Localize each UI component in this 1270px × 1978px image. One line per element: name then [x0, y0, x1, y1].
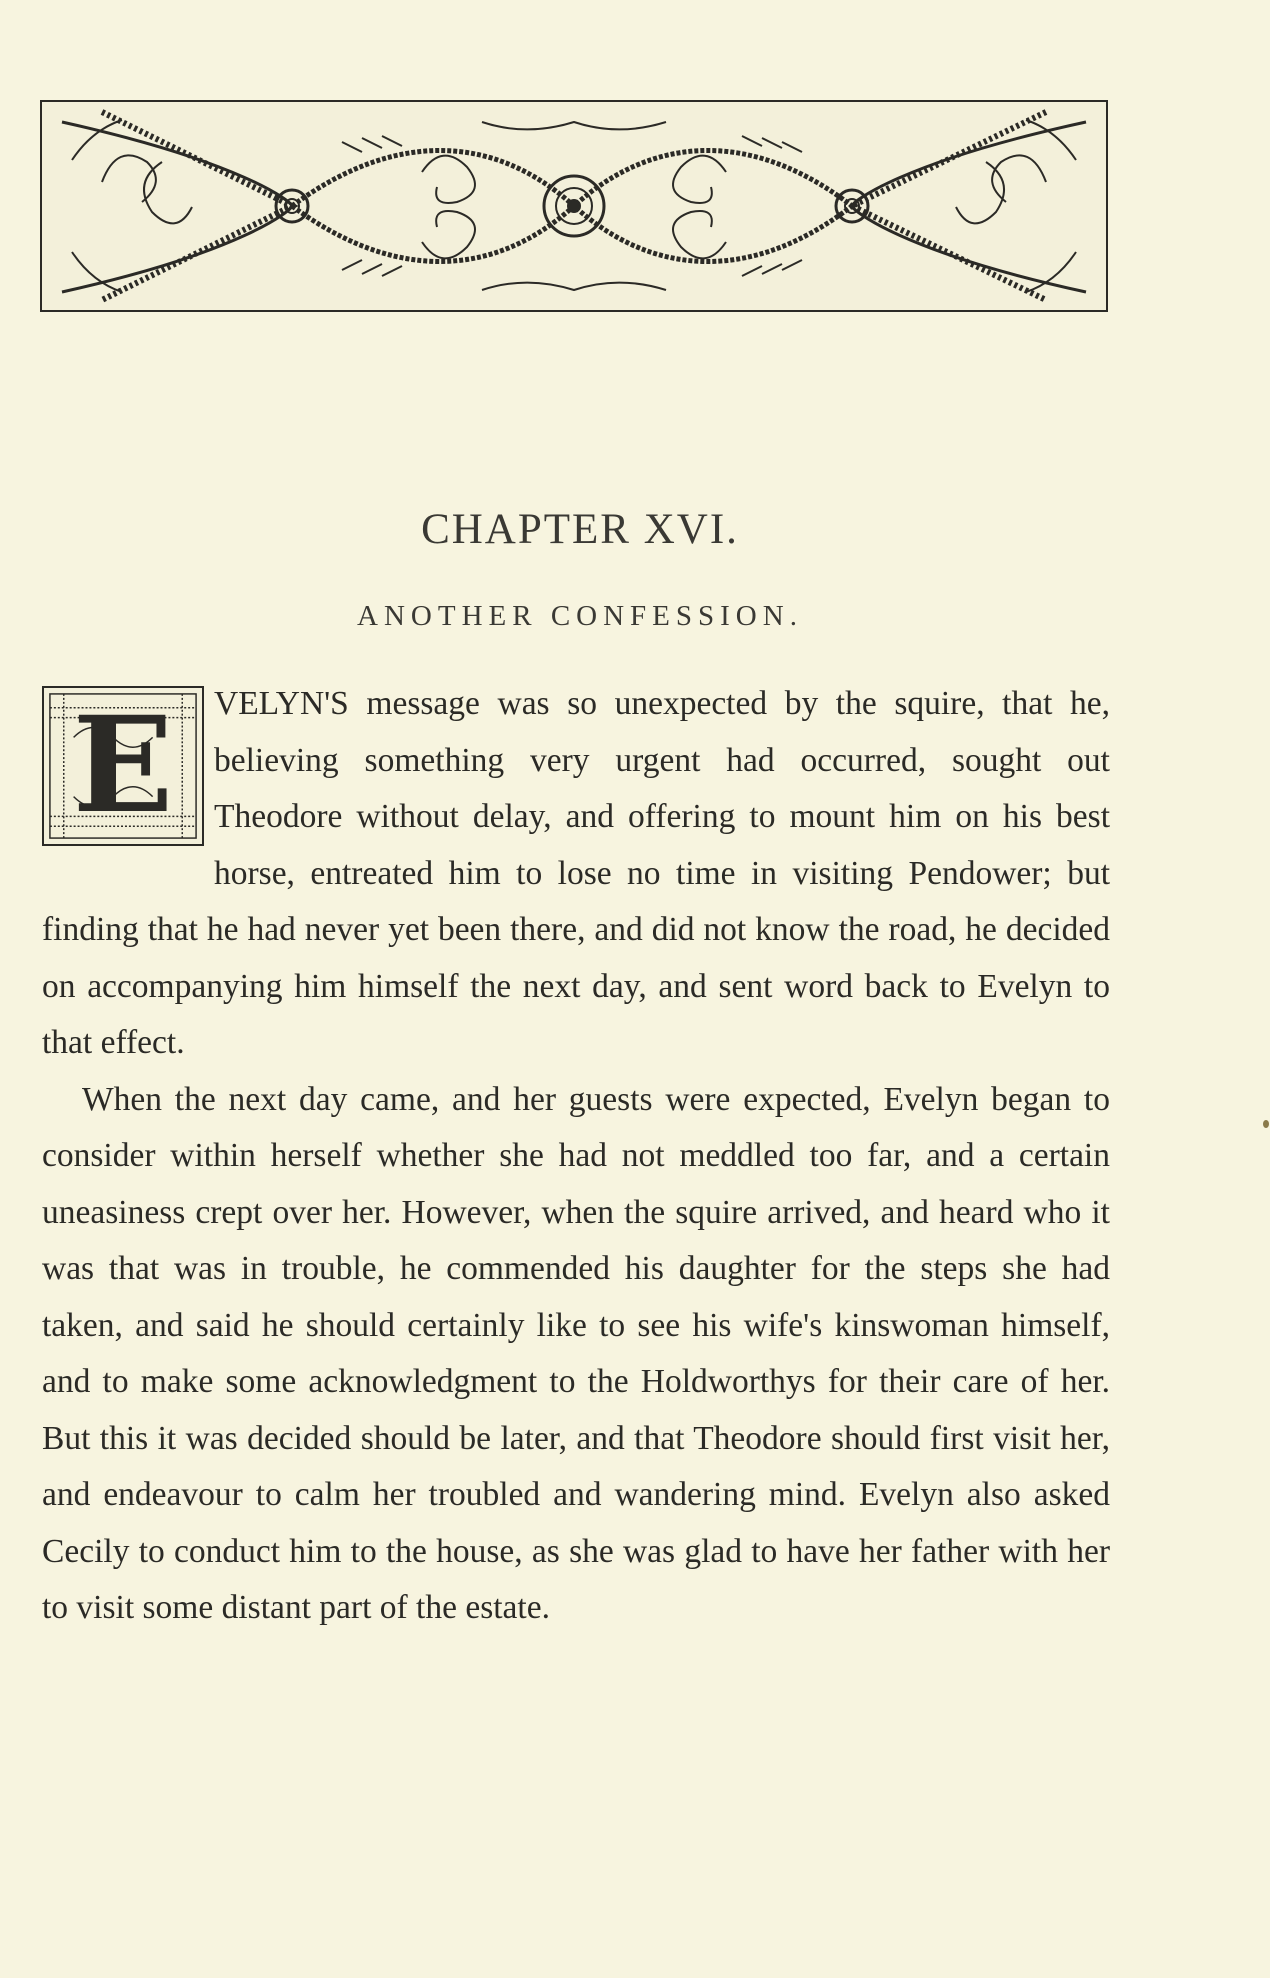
ink-speck — [1263, 1120, 1269, 1128]
chapter-subtitle: ANOTHER CONFESSION. — [357, 600, 803, 632]
initial-letter: E — [72, 688, 174, 843]
paragraph-1-text: VELYN'S message was so unexpected by the squire, that he, believing something very urgent had occurred, sought out Theodore without delay, and offering to mount him on his best horse, entreated him to lose no time in visiting Pendower; but finding that he had never yet been there, and did not know the road, he decided on accompanying him himself the next day, and sent word back to Evelyn to that effect. — [42, 685, 1110, 1061]
paragraph-1 — [42, 676, 1110, 1072]
headpiece-engraving — [42, 102, 1106, 310]
ornamental-headpiece — [40, 100, 1108, 312]
paragraph-2: When the next day came, and her guests were expected, Evelyn began to consider within herself whether she had not meddled too far, and a certain uneasiness crept over her. However, when the squire arrived, and heard who it was that was in trouble, he commended his daughter for the steps she had taken, and said he should certainly like to see his wife's kinswoman himself, and to make some acknowledgment to the Holdworthys for their care of her. But this it was decided should be later, and that Theodore should first visit her, and endeavour to calm her troubled and wandering mind. Evelyn also asked Cecily to conduct him to the house, as she was glad to have her father with her to visit some distant part of the estate. — [42, 1080, 1110, 1626]
chapter-title: CHAPTER XVI. — [421, 506, 739, 553]
chapter-body — [42, 676, 1110, 1637]
decorated-initial — [42, 686, 204, 846]
